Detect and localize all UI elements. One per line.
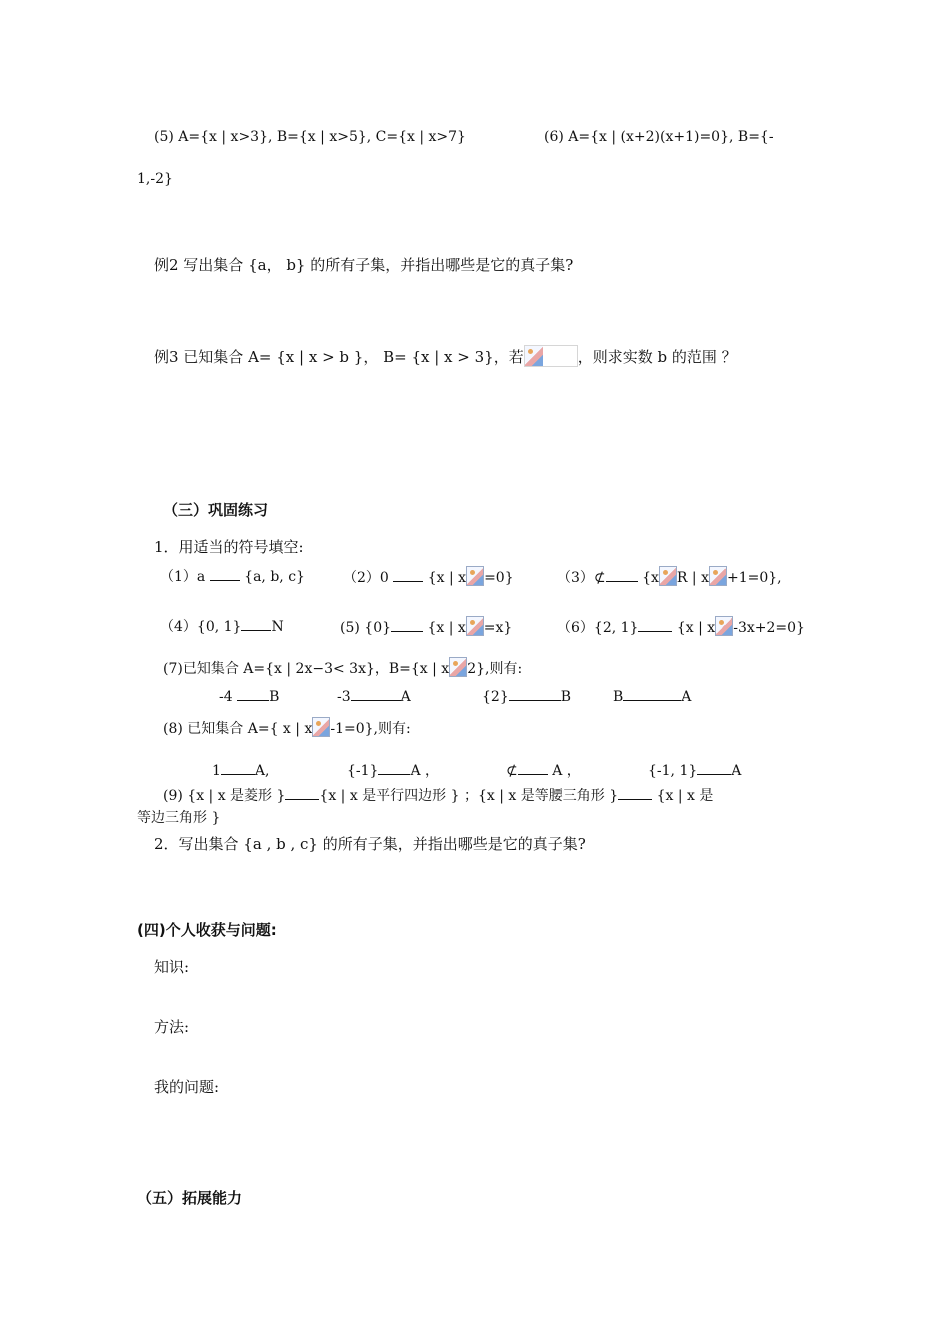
section-3-title: （三）巩固练习 bbox=[163, 501, 269, 519]
fill-9-part1: (9) {x | x 是菱形 } bbox=[163, 788, 286, 804]
fill-9-part2: {x | x 是平行四边形 } ；{x | x 是等腰三角形 } bbox=[319, 788, 619, 804]
answer-blank[interactable] bbox=[518, 760, 548, 775]
fill-8-d: {-1, 1} A bbox=[648, 760, 741, 781]
fill-3-label: （3）⊄ bbox=[557, 570, 606, 586]
answer-blank[interactable] bbox=[210, 566, 240, 581]
answer-blank[interactable] bbox=[378, 760, 410, 775]
fill-3 bbox=[557, 566, 782, 588]
fill-5-set: {x | x bbox=[427, 620, 466, 636]
fill-8-text: (8) 已知集合 A={ x | x bbox=[163, 721, 313, 737]
answer-blank[interactable] bbox=[241, 616, 271, 631]
fill-7 bbox=[163, 657, 522, 679]
fill-7-text: (7)已知集合 A={x | 2x−3< 3x}，B={x | x bbox=[163, 661, 450, 677]
fill-2 bbox=[343, 566, 514, 588]
answer-blank[interactable] bbox=[606, 567, 638, 582]
formula-image-icon bbox=[312, 717, 330, 737]
answer-blank[interactable] bbox=[285, 785, 319, 800]
answer-blank[interactable] bbox=[623, 686, 681, 701]
fill-7-a: -4 B bbox=[219, 686, 279, 707]
example-2: 例2 写出集合 {a， b} 的所有子集，并指出哪些是它的真子集? bbox=[154, 256, 574, 274]
fill-1-set: {a, b, c} bbox=[244, 569, 305, 585]
fill-3-set-end: +1=0}, bbox=[726, 570, 782, 586]
exercise-6-cont: 1,-2} bbox=[137, 171, 173, 187]
fill-1 bbox=[160, 566, 305, 587]
formula-image-icon bbox=[466, 616, 484, 636]
fill-8 bbox=[163, 717, 411, 739]
method-label: 方法: bbox=[154, 1018, 190, 1036]
fill-2-set-end: =0} bbox=[484, 570, 514, 586]
formula-image-icon bbox=[466, 566, 484, 586]
fill-5 bbox=[340, 616, 512, 638]
answer-blank[interactable] bbox=[638, 617, 672, 632]
answer-blank[interactable] bbox=[351, 686, 401, 701]
answer-blank[interactable] bbox=[509, 686, 561, 701]
fill-7-c: {2} B bbox=[482, 686, 571, 707]
answer-blank[interactable] bbox=[618, 785, 652, 800]
answer-blank[interactable] bbox=[221, 760, 255, 775]
fill-1-label: （1）a bbox=[160, 569, 206, 585]
section-4-title: (四)个人收获与问题: bbox=[137, 921, 277, 939]
example-3-text: 例3 已知集合 A= {x | x > b }， B= {x | x > 3}，若 bbox=[154, 348, 524, 366]
fill-4-label: （4）{0, 1} bbox=[160, 619, 242, 635]
fill-9-part3: {x | x 是 bbox=[656, 788, 714, 804]
formula-image-icon bbox=[524, 345, 578, 367]
fill-4-set: N bbox=[271, 619, 284, 635]
fill-6 bbox=[557, 616, 805, 638]
formula-image-icon bbox=[709, 566, 727, 586]
question-2: 2．写出集合 {a , b , c} 的所有子集，并指出哪些是它的真子集? bbox=[154, 835, 586, 853]
fill-5-set-end: =x} bbox=[483, 620, 513, 636]
question-1: 1．用适当的符号填空: bbox=[154, 538, 304, 556]
fill-7-b: -3 A bbox=[337, 686, 411, 707]
exercise-6: (6) A={x | (x+2)(x+1)=0}, B={- bbox=[544, 129, 774, 145]
exercise-5: (5) A={x | x>3}, B={x | x>5}, C={x | x>7} bbox=[154, 129, 466, 145]
fill-7-tail: 2},则有: bbox=[467, 661, 523, 677]
example-3-tail: ，则求实数 b 的范围 ？ bbox=[577, 348, 737, 366]
fill-8-tail: -1=0},则有: bbox=[330, 721, 411, 737]
my-questions-label: 我的问题: bbox=[154, 1078, 220, 1096]
example-3 bbox=[154, 345, 737, 367]
fill-5-label: (5) {0} bbox=[340, 620, 392, 636]
fill-6-label: （6）{2, 1} bbox=[557, 620, 639, 636]
formula-image-icon bbox=[659, 566, 677, 586]
fill-3-set-mid: R | x bbox=[676, 570, 709, 586]
fill-4 bbox=[160, 616, 284, 637]
section-5-title: （五）拓展能力 bbox=[137, 1189, 243, 1207]
answer-blank[interactable] bbox=[393, 567, 423, 582]
fill-6-set-end: -3x+2=0} bbox=[733, 620, 805, 636]
fill-7-d: B A bbox=[613, 686, 691, 707]
fill-2-label: （2）0 bbox=[343, 570, 389, 586]
fill-2-set: {x | x bbox=[427, 570, 467, 586]
answer-blank[interactable] bbox=[391, 617, 423, 632]
answer-blank[interactable] bbox=[237, 686, 269, 701]
formula-image-icon bbox=[715, 616, 733, 636]
fill-9-cont: 等边三角形 } bbox=[137, 810, 221, 826]
fill-8-a: 1 A, bbox=[212, 760, 269, 781]
fill-8-b: {-1} A ， bbox=[347, 760, 439, 781]
knowledge-label: 知识: bbox=[154, 958, 190, 976]
answer-blank[interactable] bbox=[697, 760, 731, 775]
fill-8-c: ⊄ A ， bbox=[506, 760, 581, 781]
fill-9 bbox=[163, 785, 713, 806]
fill-3-set: {x bbox=[642, 570, 659, 586]
formula-image-icon bbox=[449, 657, 467, 677]
fill-6-set: {x | x bbox=[676, 620, 716, 636]
